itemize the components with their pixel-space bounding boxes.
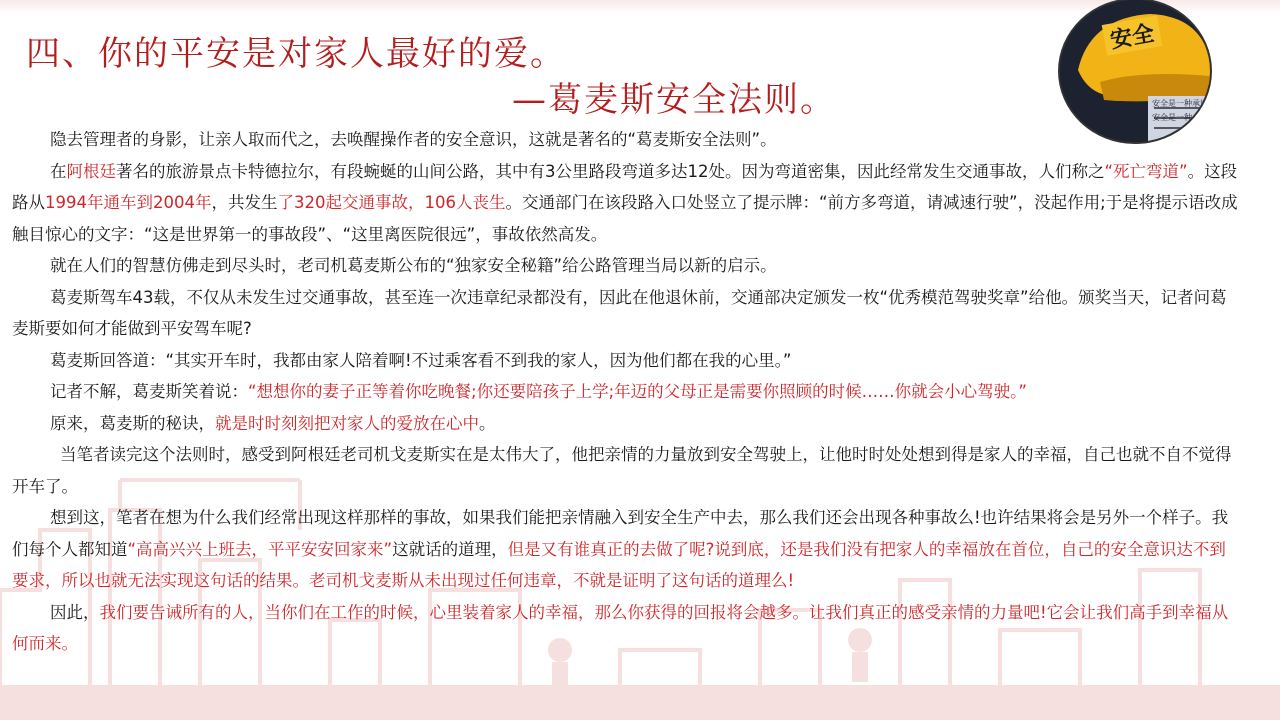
- text-span: ，共发生: [211, 193, 278, 212]
- paragraph-text: 隐去管理者的身影，让亲人取而代之，去唤醒操作者的安全意识，这就是著名的“葛麦斯安全法则”。: [50, 130, 777, 149]
- paragraph-4: [12, 282, 1242, 345]
- helmet-text: 安全: [1102, 15, 1163, 55]
- slide-title: 四、你的平安是对家人最好的爱。: [26, 34, 566, 74]
- text-span: 因此，: [50, 602, 100, 622]
- highlight-argentina: 阿根廷: [66, 161, 116, 181]
- sign-line-2: 安全是一种...: [1152, 113, 1200, 122]
- sign-line-1: 安全是一种承诺: [1152, 99, 1208, 108]
- text-span: 原来，葛麦斯的秘诀，: [50, 413, 215, 433]
- paragraph-7: [12, 408, 1242, 440]
- highlight-death-curve: “死亡弯道”: [1104, 161, 1188, 181]
- highlight-conclusion: 我们要告诫所有的人，当你们在工作的时候，心里装着家人的幸福，那么你获得的回报将会越多。让我们真正的感受亲情的力量吧!它会让我们高手到幸福从何而来。: [12, 602, 1229, 653]
- paragraph-text: 当笔者读完这个法则时，感受到阿根廷老司机戈麦斯实在是太伟大了，他把亲情的力量放到安全驾驶上，让他时时处处想到得是家人的幸福，自己也就不自不觉得开车了。: [12, 445, 1232, 496]
- text-span: 记者不解，葛麦斯笑着说：: [50, 382, 248, 401]
- article-body: [12, 124, 1242, 660]
- text-span: 。这段路从: [12, 161, 1238, 212]
- highlight-motto: “高高兴兴上班去，平平安安回家来”: [127, 539, 393, 559]
- paragraph-text: 葛麦斯驾车43载，不仅从未发生过交通事故，甚至连一次违章纪录都没有，因此在他退休前，交通部决定颁发一枚“优秀模范驾驶奖章”给他。颁奖当天，记者问葛麦斯要如何才能做到平安驾车呢?: [12, 287, 1227, 338]
- text-span: 著名的旅游景点卡特德拉尔，有段蜿蜒的山间公路，其中有3公里路段弯道多达12处。因为弯道密集，因此经常发生交通事故，人们称之: [116, 161, 1105, 181]
- paragraph-6: [12, 376, 1242, 408]
- text-span: 在: [50, 161, 67, 181]
- top-decor-band: [0, 0, 1280, 14]
- paragraph-2: [12, 156, 1242, 251]
- highlight-quote: “想想你的妻子正等着你吃晚餐;你还要陪孩子上学;年迈的父母正是需要你照顾的时候……你就会小心驾驶。”: [248, 382, 1027, 401]
- paragraph-text: 葛麦斯回答道：“其实开车时，我都由家人陪着啊!不过乘客看不到我的家人，因为他们都在我的心里。”: [50, 350, 792, 370]
- highlight-reflection: 但是又有谁真正的去做了呢?说到底，还是我们没有把家人的幸福放在首位，自己的安全意识达不到要求，所以也就无法实现这句话的结果。老司机戈麦斯从未出现过任何违章，不就是证明了这句话的道理么!: [12, 539, 1226, 590]
- text-span: 。: [479, 413, 496, 433]
- paragraph-5: [12, 345, 1242, 377]
- text-span: 这就话的道理，: [392, 539, 508, 559]
- slide-subtitle: —葛麦斯安全法则。: [512, 80, 836, 120]
- paragraph-10: [12, 597, 1242, 660]
- highlight-years: 1994年通车到2004年: [45, 193, 212, 212]
- text-span: 。交通部门在该段路入口处竖立了提示牌：“前方多弯道，请减速行驶”，没起作用;于是将提示语改成触目惊心的文字：“这是世界第一的事故段”、“这里离医院很远”，事故依然高发。: [12, 193, 1238, 244]
- highlight-secret: 就是时时刻刻把对家人的爱放在心中: [215, 413, 479, 433]
- paragraph-text: 就在人们的智慧仿佛走到尽头时，老司机葛麦斯公布的“独家安全秘籍”给公路管理当局以新的启示。: [50, 256, 777, 275]
- highlight-accidents: 了320起交通事故，106人丧生: [277, 193, 506, 212]
- safety-badge-image: [1060, 0, 1210, 142]
- text-span: 想到这，笔者在想为什么我们经常出现这样那样的事故，如果我们能把亲情融入到安全生产中去，那么我们还会出现各种事故么!也许结果将会是另外一个样子。我们每个人都知道: [12, 508, 1229, 559]
- paragraph-9: [12, 502, 1242, 597]
- paragraph-1: [12, 124, 1242, 156]
- paragraph-8: [12, 439, 1242, 502]
- paragraph-3: [12, 250, 1242, 282]
